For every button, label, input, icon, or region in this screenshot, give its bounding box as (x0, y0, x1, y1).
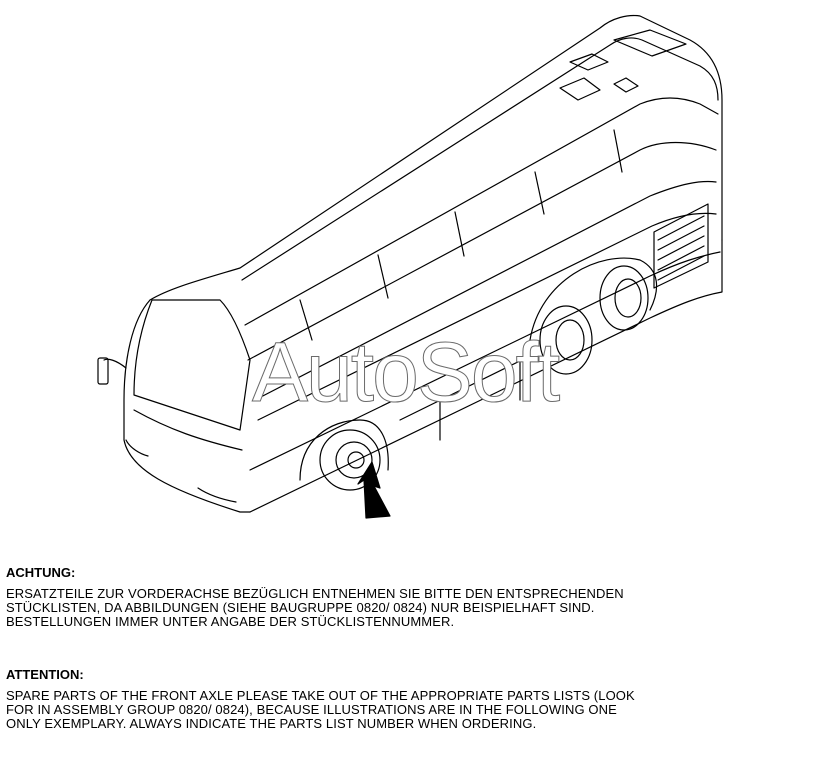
notice-german-line-3: BESTELLUNGEN IMMER UNTER ANGABE DER STÜCKLISTENNUMMER. (6, 614, 455, 629)
rear-wheel-1-inner (556, 320, 584, 360)
notice-english-line-1: SPARE PARTS OF THE FRONT AXLE PLEASE TAKE OUT OF THE APPROPRIATE PARTS LISTS (LOOK (6, 688, 635, 703)
roof-hatch-4 (614, 78, 638, 92)
notice-german-heading: ACHTUNG: (6, 565, 76, 580)
rear-grille-slat-2 (658, 226, 704, 250)
front-face (124, 300, 250, 512)
notice-english (6, 667, 826, 731)
notice-english-line-3: ONLY EXEMPLARY. ALWAYS INDICATE THE PARTS LIST NUMBER WHEN ORDERING. (6, 716, 537, 731)
window-divider-2 (378, 255, 388, 298)
pointer-arrow (358, 462, 390, 518)
notice-german (6, 565, 826, 629)
roof-outline (150, 16, 722, 301)
rear-grille-slat-5 (658, 256, 704, 280)
mirror (98, 358, 108, 384)
roof-hatch-3 (560, 78, 600, 100)
rear-grille-slat-1 (658, 216, 704, 240)
rear-wheel-2-inner (615, 279, 641, 317)
roof-inner-line (242, 38, 718, 280)
notice-english-body (6, 689, 826, 731)
notice-german-body (6, 587, 826, 629)
notice-german-line-2: STÜCKLISTEN, DA ABBILDUNGEN (SIEHE BAUGRUPPE 0820/ 0824) NUR BEISPIELHAFT SIND. (6, 600, 595, 615)
window-divider-4 (535, 172, 544, 214)
watermark: AutoSoft (252, 325, 559, 419)
rear-grille-slat-3 (658, 236, 704, 260)
windshield-lower (134, 410, 242, 450)
windshield (134, 300, 250, 430)
notice-english-line-2: FOR IN ASSEMBLY GROUP 0820/ 0824), BECAUSE ILLUSTRATIONS ARE IN THE FOLLOWING ONE (6, 702, 617, 717)
window-divider-5 (614, 130, 622, 172)
notice-german-line-1: ERSATZTEILE ZUR VORDERACHSE BEZÜGLICH ENTNEHMEN SIE BITTE DEN ENTSPRECHENDEN (6, 586, 624, 601)
mirror-arm (104, 359, 126, 368)
window-divider-3 (455, 212, 464, 256)
notice-english-heading: ATTENTION: (6, 667, 84, 682)
